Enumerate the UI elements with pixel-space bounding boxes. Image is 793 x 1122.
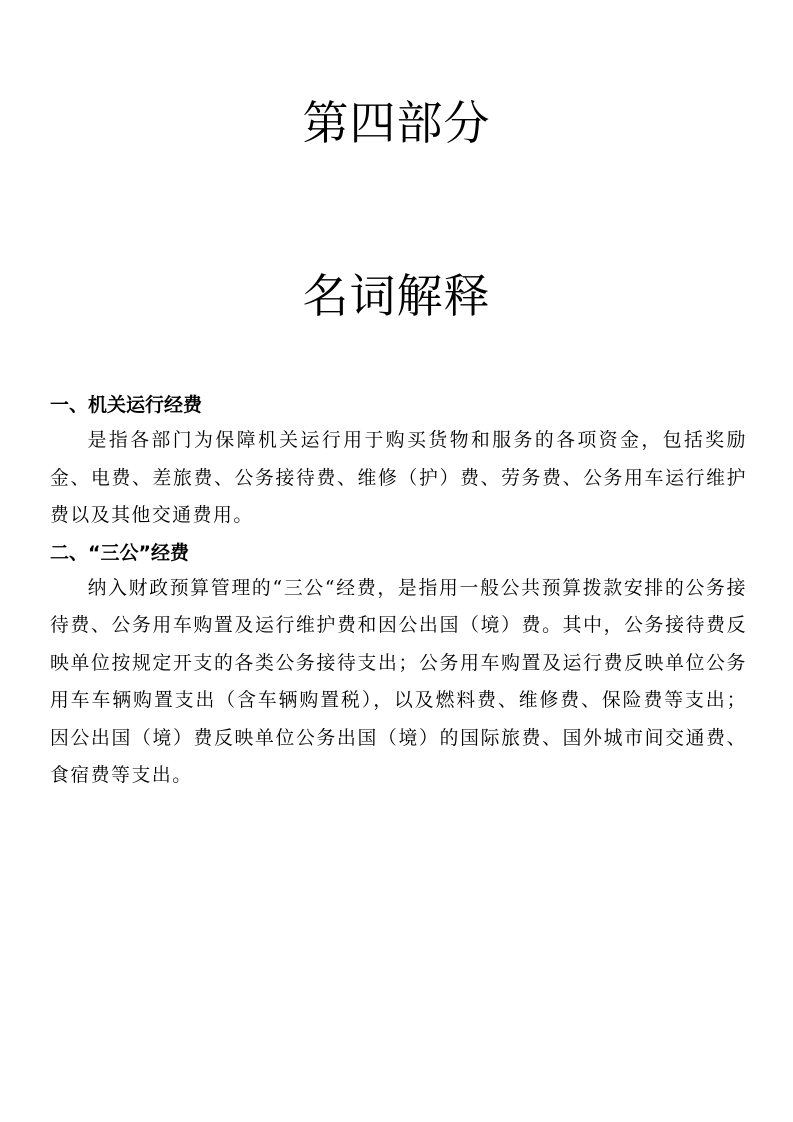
chapter-title: 名词解释 — [302, 269, 491, 324]
section-paragraph: 纳入财政预算管理的“三公“经费，是指用一般公共预算拨款安排的公务接待费、公务用车购置及运行维护费和因公出国（境）费。其中，公务接待费反映单位按规定开支的各类公务接待支出；公务用车购置及运行费反映单位公务用车车辆购置支出（含车辆购置税），以及燃料费、维修费、保险费等支出；因公出国（境）费反映单位公务出国（境）的国际旅费、国外城市间交通费、食宿费等支出。 — [50, 577, 747, 786]
section-heading: 一、机关运行经费 — [50, 394, 203, 416]
section-three-public-expenses — [50, 536, 747, 795]
section-paragraph: 是指各部门为保障机关运行用于购买货物和服务的各项资金，包括奖励金、电费、差旅费、公务接待费、维修（护）费、劳务费、公务用车运行维护费以及其他交通费用。 — [50, 430, 747, 526]
document-content — [50, 388, 747, 795]
part-title: 第四部分 — [302, 95, 491, 150]
section-heading: 二、“三公”经费 — [50, 541, 189, 564]
section-operating-expenses — [50, 388, 747, 535]
